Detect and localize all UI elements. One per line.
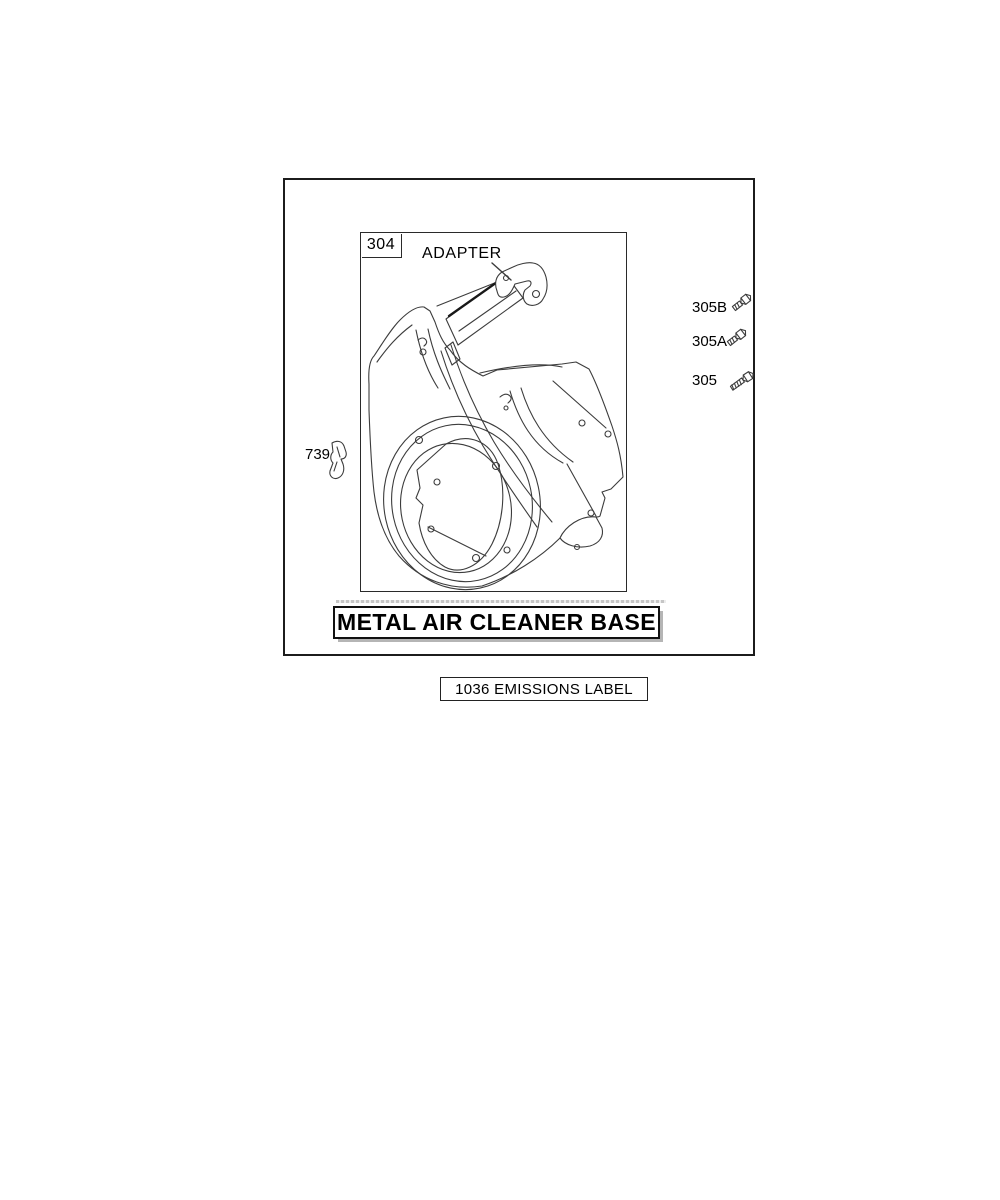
part-number-304: 304 — [366, 236, 396, 253]
callout-305: 305 — [692, 372, 718, 389]
caption-halftone-strip — [336, 600, 666, 603]
adapter-callout: ADAPTER — [422, 245, 502, 262]
caption-main-text: METAL AIR CLEANER BASE — [337, 609, 656, 635]
callout-739: 739 — [305, 446, 331, 463]
inner-frame-id-box — [362, 234, 402, 258]
caption-emissions-label — [440, 677, 648, 701]
callout-305b: 305B — [692, 299, 728, 316]
caption-metal-air-cleaner-base — [333, 606, 660, 639]
diagram-inner-frame — [360, 232, 627, 592]
caption-emissions-text: 1036 EMISSIONS LABEL — [455, 680, 633, 698]
callout-305a: 305A — [692, 333, 728, 350]
